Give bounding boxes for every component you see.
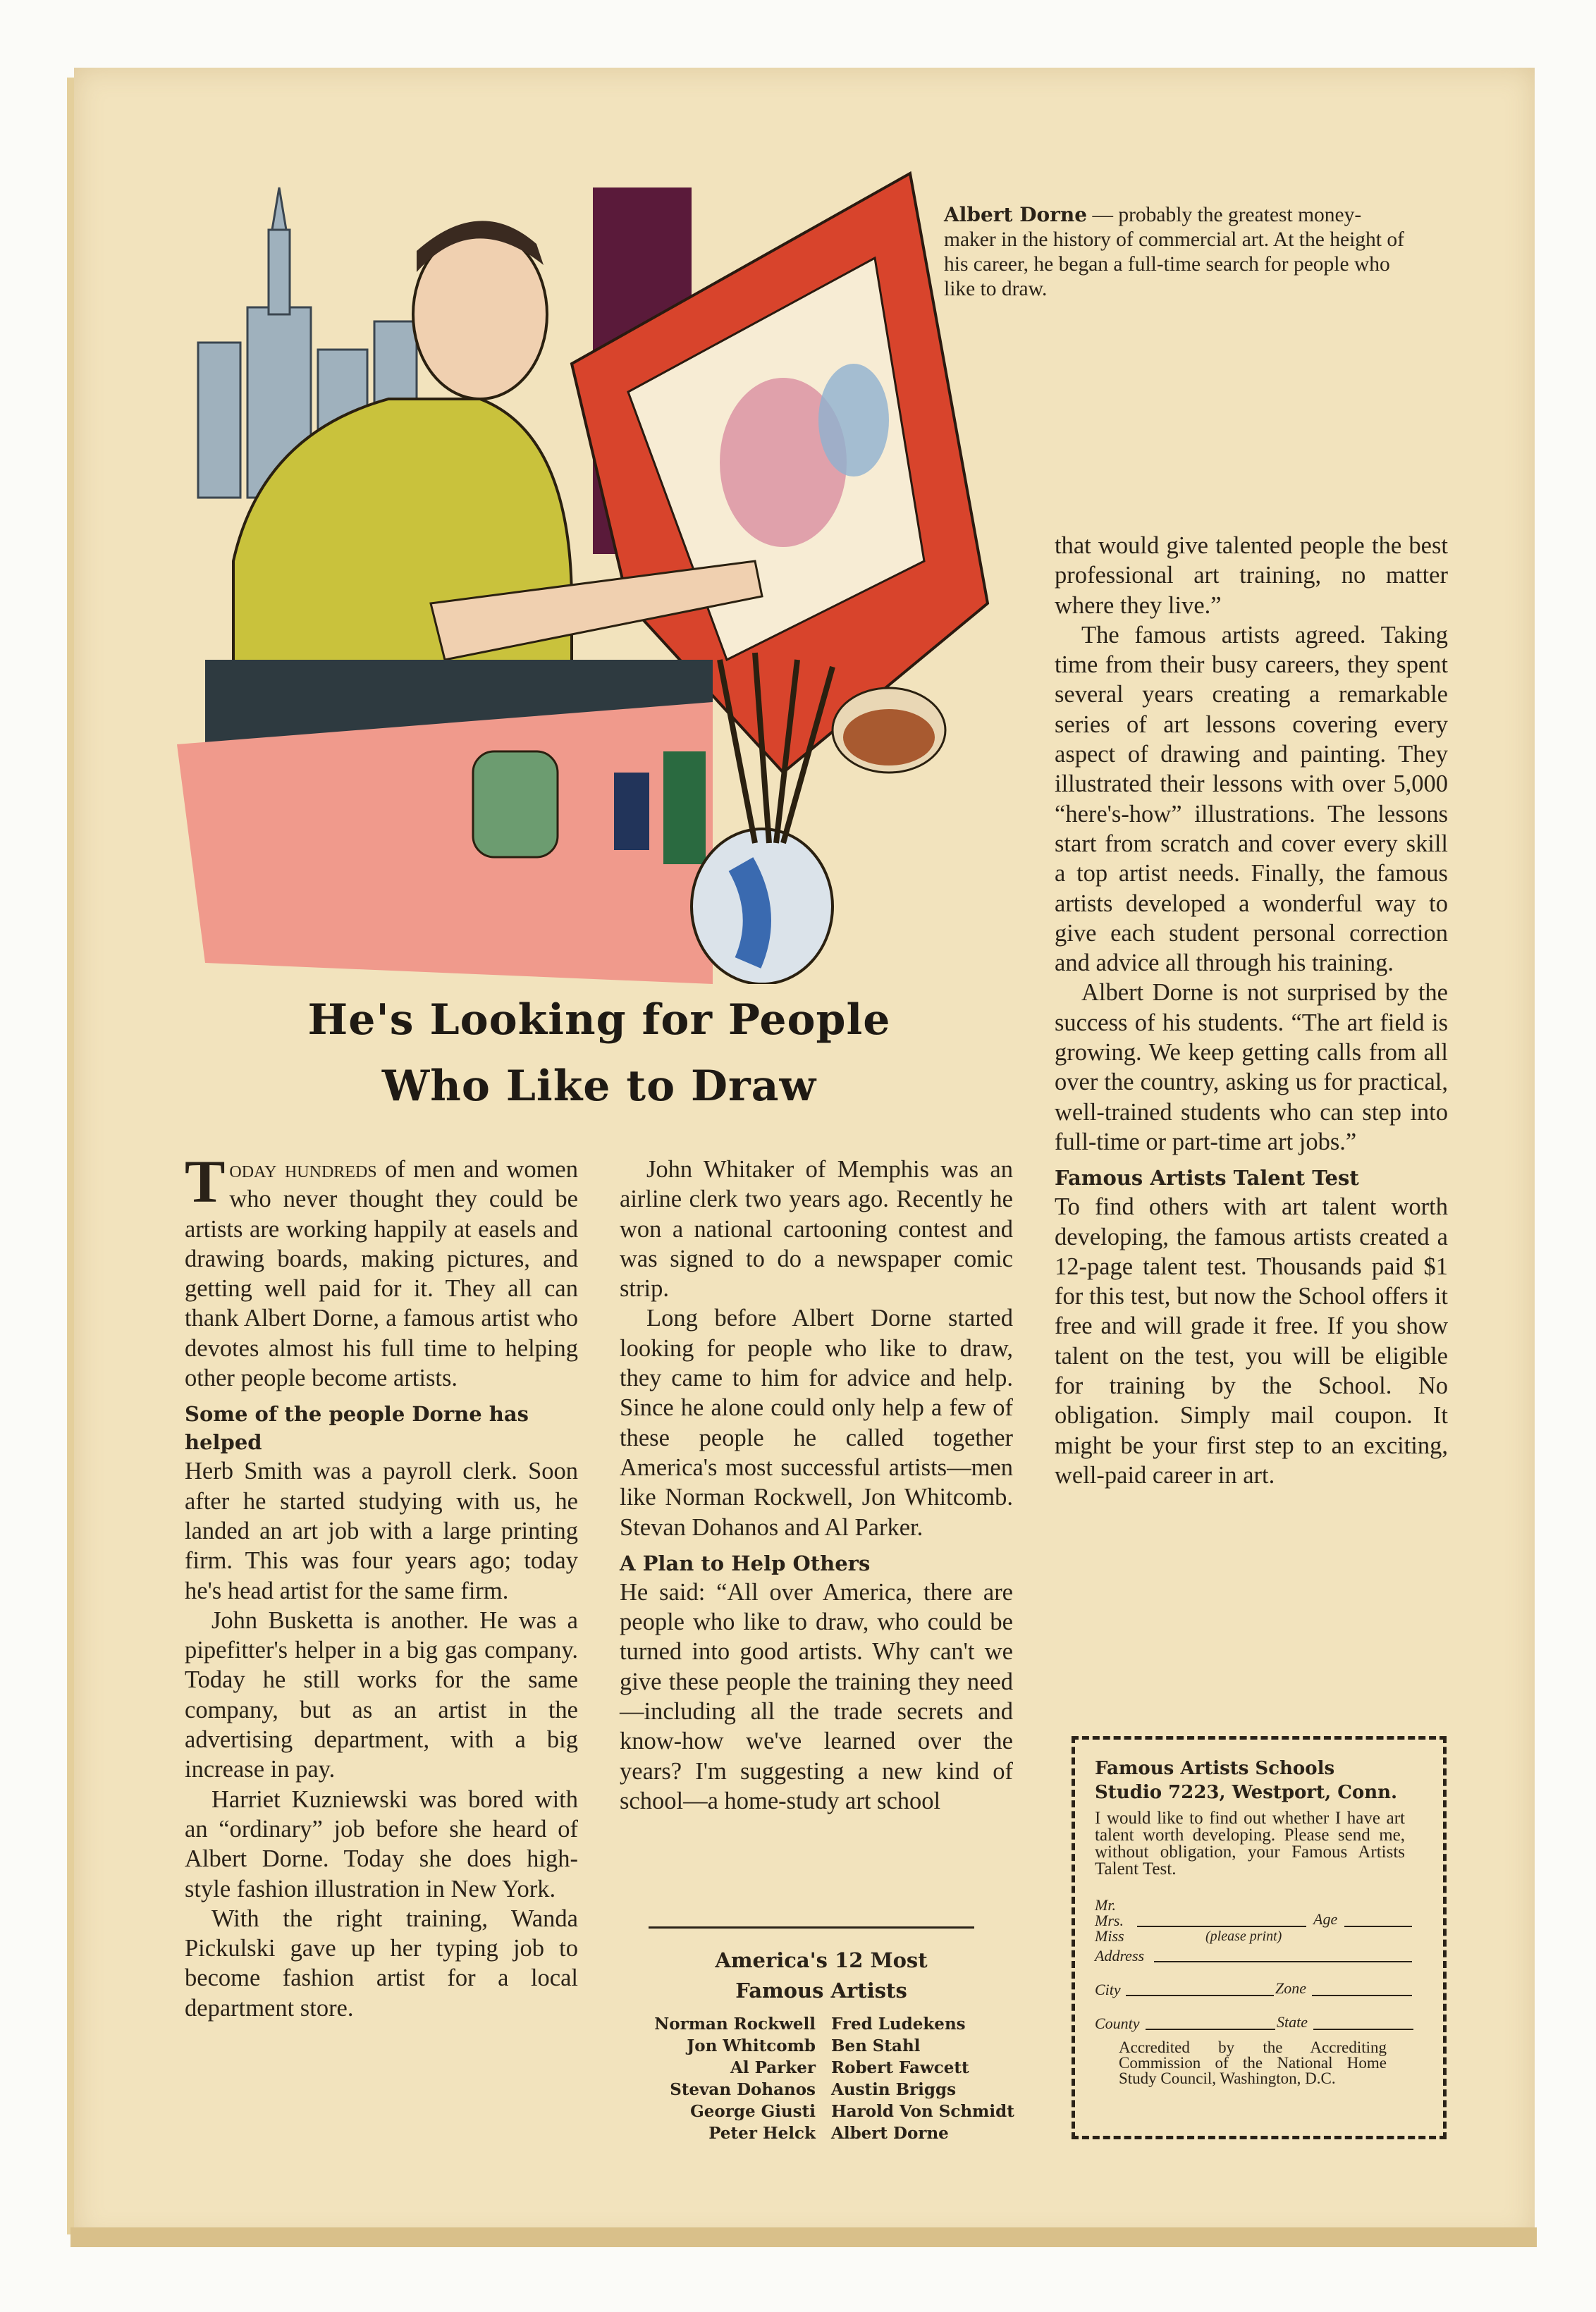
paragraph: Harriet Kuzniewski was bored with an “ordinary” job before she heard of Albert Dorne. Today she does high-style fashion illustration in New York. (185, 1785, 578, 1902)
paragraph: Long before Albert Dorne started looking for people who like to draw, they came to him for advice and help. Since he alone could only help a few of these people he called together America's most successful artists—men like Norman Rockwell, Jon Whitcomb. Stevan Dohanos and Al Parker. (620, 1305, 1013, 1541)
artist-name: Al Parker (730, 2058, 816, 2077)
divider-rule (649, 1926, 974, 1929)
artist-name: Albert Dorne (831, 2124, 949, 2143)
artists-heading-2: Famous Artists (735, 1979, 907, 2003)
famous-artists-list (610, 1945, 1033, 2144)
mrs-label: Mrs. (1095, 1912, 1124, 1929)
caption-name: Albert Dorne (944, 203, 1088, 226)
artist-name: Norman Rockwell (654, 2015, 816, 2034)
coupon-address (1095, 1757, 1397, 1804)
mail-in-coupon[interactable] (1072, 1736, 1447, 2139)
paragraph: John Whitaker of Memphis was an airline clerk two years ago. Recently he won a national cartooning contest and was signed to do a newspaper comic strip. (620, 1156, 1013, 1303)
artist-name: Peter Helck (708, 2124, 816, 2143)
paragraph: The famous artists agreed. Taking time from their busy careers, they spent several years creating a remarkable series of art lessons covering every aspect of drawing and painting. They illustrated their lessons with over 5,000 “here's-how” illustrations. The lessons start from scratch and cover every skill a top artist needs. Finally, the famous artists developed a wonderful way to give each student personal correction and advice all through his training. (1055, 621, 1448, 977)
please-print-note: (please print) (1205, 1929, 1282, 1944)
city-field[interactable] (1126, 1995, 1274, 1996)
coupon-message: I would like to find out whether I have art talent worth developing. Please send me, without obligation, your Famous Artists Talent Test. (1095, 1809, 1405, 1878)
column-3 (1055, 531, 1448, 1490)
headline-line-1: He's Looking for People (307, 995, 891, 1045)
state-field[interactable] (1313, 2029, 1413, 2030)
zone-label: Zone (1275, 1979, 1306, 1997)
artist-name: Robert Fawcett (831, 2058, 969, 2077)
column-1 (185, 1148, 578, 2023)
artist-name: Fred Ludekens (831, 2015, 966, 2034)
coupon-school-name: Famous Artists Schools (1095, 1758, 1335, 1779)
artists-grid (610, 2013, 1033, 2144)
age-field[interactable] (1344, 1926, 1412, 1927)
section-heading-people-helped: Some of the people Dorne has helped (185, 1402, 529, 1455)
artist-name: Harold Von Schmidt (831, 2102, 1014, 2121)
address-field[interactable] (1154, 1961, 1412, 1962)
column-2 (620, 1155, 1013, 1816)
state-label: State (1277, 2013, 1308, 2031)
headline-line-2: Who Like to Draw (381, 1062, 817, 1111)
artist-name: Ben Stahl (831, 2036, 921, 2055)
paragraph: To find others with art talent worth developing, the famous artists created a 12-page talent test. Thousands paid $1 for this test, but now the School offers it free and will grade it free. If you show talent on the test, you will be eligible for training by the School. No obligation. Simply mail coupon. It might be your first step to an exciting, well-paid career in art. (1055, 1193, 1448, 1489)
miss-label: Miss (1095, 1927, 1124, 1945)
paragraph: John Busketta is another. He was a pipefitter's helper in a big gas company. Today he still works for the same company, but as an artist in the advertising department, with a big increase in pay. (185, 1606, 578, 1783)
paragraph: that would give talented people the best professional art training, no matter where they live.” (1055, 532, 1448, 619)
artist-name: Stevan Dohanos (670, 2080, 816, 2099)
zone-field[interactable] (1312, 1995, 1412, 1996)
artist-name: Jon Whitcomb (687, 2036, 816, 2055)
artists-heading-1: America's 12 Most (715, 1948, 928, 1972)
small-caps-lead: oday hundreds (229, 1156, 377, 1183)
intro-text: of men and women who never thought they could be artists are working happily at easels and drawing boards, making pictures, and getting well paid for it. They all can thank Albert Dorne, a famous artist who devotes almost his full time to helping other people become artists. (185, 1156, 578, 1392)
age-label: Age (1313, 1910, 1338, 1928)
coupon-studio-address: Studio 7223, Westport, Conn. (1095, 1782, 1398, 1803)
mr-label: Mr. (1095, 1896, 1116, 1914)
county-field[interactable] (1146, 2029, 1275, 2030)
city-label: City (1095, 1981, 1121, 1998)
paragraph: Albert Dorne is not surprised by the success of his students. “The art field is growing. We keep getting calls from all over the country, asking us for practical, well-trained students who can step into full-time or part-time art jobs.” (1055, 979, 1448, 1155)
paragraph: With the right training, Wanda Pickulski gave up her typing job to become fashion artist for a local department store. (185, 1905, 578, 2022)
artist-name: George Giusti (690, 2102, 816, 2121)
address-label: Address (1095, 1947, 1145, 1964)
accreditation-note: Accredited by the Accrediting Commission of the National Home Study Council, Washington, D.C. (1119, 2039, 1387, 2087)
name-field[interactable] (1137, 1926, 1306, 1927)
section-heading-plan: A Plan to Help Others (620, 1551, 871, 1575)
section-heading-talent-test: Famous Artists Talent Test (1055, 1166, 1359, 1191)
artist-name: Austin Briggs (831, 2080, 957, 2099)
illustration-caption (944, 202, 1409, 302)
caption-text: — probably the greatest money-maker in the history of commercial art. At the height of his career, he began a full-time search for people who like to draw. (944, 204, 1404, 300)
paragraph: He said: “All over America, there are people who like to draw, who could be turned into good artists. Why can't we give these people the training they need—including all the trade secrets and know-how we've learned over the years? I'm suggesting a new kind of school—a home-study art school (620, 1578, 1013, 1814)
county-label: County (1095, 2015, 1140, 2032)
drop-cap: T (185, 1148, 226, 1215)
paragraph: Herb Smith was a payroll clerk. Soon after he started studying with us, he landed an art job with a large printing firm. This was four years ago; today he's head artist for the same firm. (185, 1458, 578, 1604)
intro-paragraph (185, 1148, 578, 1393)
albert-dorne-illustration (177, 166, 1023, 984)
page-bottom-edge (70, 2227, 1537, 2247)
